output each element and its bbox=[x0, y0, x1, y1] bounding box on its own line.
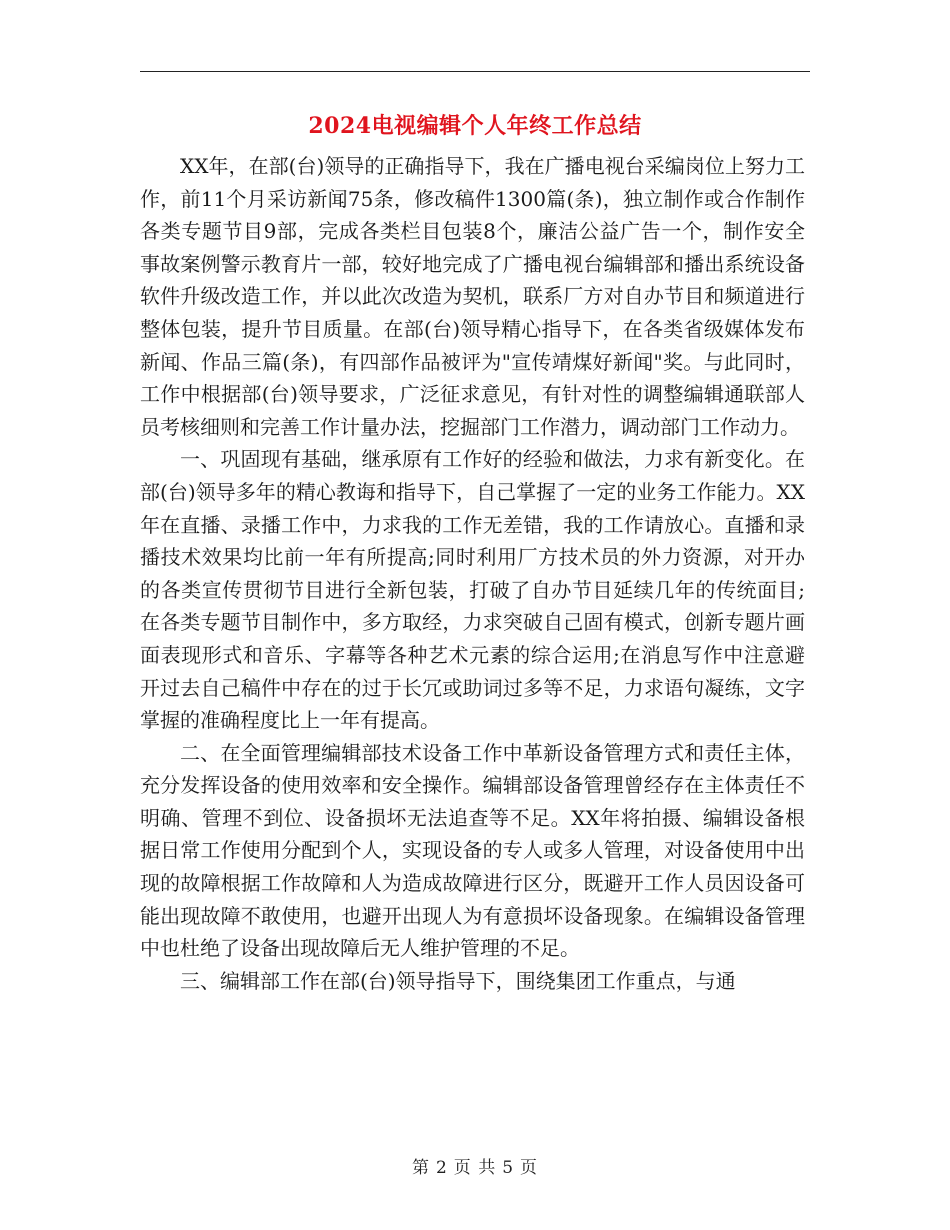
paragraph-section-2: 二、在全面管理编辑部技术设备工作中革新设备管理方式和责任主体，充分发挥设备的使用效率和安全操作。编辑部设备管理曾经存在主体责任不明确、管理不到位、设备损坏无法追查等不足。XX年将拍摄、编辑设备根据日常工作使用分配到个人，实现设备的专人或多人管理，对设备使用中出现的故障根据工作故障和人为造成故障进行区分，既避开工作人员因设备可能出现故障不敢使用，也避开出现人为有意损坏设备现象。在编辑设备管理中也杜绝了设备出现故障后无人维护管理的不足。 bbox=[140, 740, 805, 961]
paragraph-section-3: 三、编辑部工作在部(台)领导指导下，围绕集团工作重点，与通 bbox=[180, 968, 736, 993]
header-rule bbox=[140, 71, 810, 72]
paragraph-intro: XX年，在部(台)领导的正确指导下，我在广播电视台采编岗位上努力工作，前11个月采访新闻75条，修改稿件1300篇(条)，独立制作或合作制作各类专题节目9部，完成各类栏目包装8个，廉洁公益广告一个，制作安全事故案例警示教育片一部，较好地完成了广播电视台编辑部和播出系统设备软件升级改造工作，并以此次改造为契机，联系厂方对自办节目和频道进行整体包装，提升节目质量。在部(台)领导精心指导下，在各类省级媒体发布新闻、作品三篇(条)，有四部作品被评为"宣传靖煤好新闻"奖。与此同时，工作中根据部(台)领导要求，广泛征求意见，有针对性的调整编辑通联部人员考核细则和完善工作计量办法，挖掘部门工作潜力，调动部门工作动力。 bbox=[140, 154, 805, 439]
footer-middle: 页 共 bbox=[453, 1158, 497, 1178]
document-title: 2024电视编辑个人年终工作总结 bbox=[308, 113, 642, 139]
footer-prefix: 第 bbox=[411, 1158, 430, 1178]
footer-current-page: 2 bbox=[435, 1158, 448, 1178]
page-footer bbox=[0, 1153, 950, 1178]
paragraph-section-1: 一、巩固现有基础，继承原有工作好的经验和做法，力求有新变化。在部(台)领导多年的精心教诲和指导下，自己掌握了一定的业务工作能力。XX年在直播、录播工作中，力求我的工作无差错，我的工作请放心。直播和录播技术效果均比前一年有所提高;同时利用厂方技术员的外力资源，对开办的各类宣传贯彻节目进行全新包装，打破了自办节目延续几年的传统面目;在各类专题节目制作中，多方取经，力求突破自己固有模式，创新专题片画面表现形式和音乐、字幕等各种艺术元素的综合运用;在消息写作中注意避开过去自己稿件中存在的过于长冗或助词过多等不足，力求语句凝练，文字掌握的准确程度比上一年有提高。 bbox=[140, 447, 805, 733]
footer-suffix: 页 bbox=[520, 1158, 539, 1178]
footer-total-pages: 5 bbox=[502, 1158, 515, 1178]
document-body bbox=[140, 150, 805, 997]
